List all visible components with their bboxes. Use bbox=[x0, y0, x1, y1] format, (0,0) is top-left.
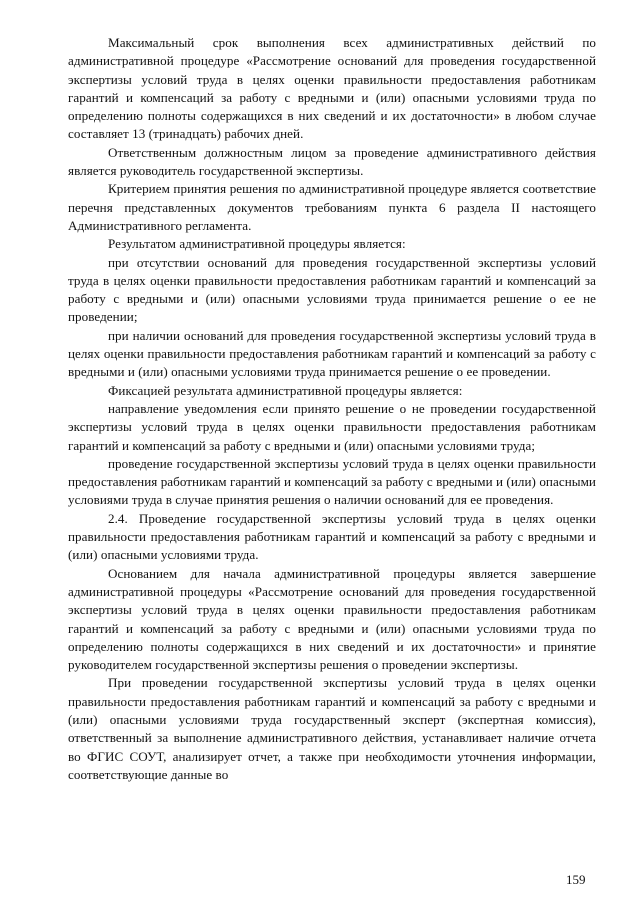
paragraph-result-grounds: при наличии оснований для проведения государственной экспертизы условий труда в целях оценки правильности предоставления работникам гарантий и компенсаций за работу с вредными и (или) опасными условиями труда принимается решение о ее проведении. bbox=[68, 327, 596, 380]
paragraph-result-no-grounds: при отсутствии оснований для проведения государственной экспертизы условий труда в целях оценки правильности предоставления работникам гарантий и компенсаций за работу с вредными и (или) опасными условиями труда принимается решение о ее не проведении; bbox=[68, 254, 596, 325]
page-number: 159 bbox=[566, 872, 586, 887]
paragraph-result-intro: Результатом административной процедуры является: bbox=[108, 236, 406, 252]
paragraph-fixation-notice: направление уведомления если принято решение о не проведении государственной экспертизы условий труда в целях оценки правильности предоставления работникам гарантий и компенсаций за работу с вредными и (или) опасными условиями труда; bbox=[68, 400, 596, 453]
paragraph-expert-actions: При проведении государственной экспертизы условий труда в целях оценки правильности предоставления работникам гарантий и компенсаций за работу с вредными и (или) опасными условиями труда государственный эксперт (экспертная комиссия), ответственный за выполнение административного действия, устанавливает наличие отчета во ФГИС СОУТ, анализирует отчет, а также при необходимости уточнения информации, соответствующие данные во bbox=[68, 675, 596, 782]
paragraph-fixation-conduct: проведение государственной экспертизы условий труда в целях оценки правильности предоставления работникам гарантий и компенсаций за работу с вредными и (или) опасными условиями труда в случае принятия решения о наличии оснований для ее проведения. bbox=[68, 455, 596, 508]
paragraph-basis: Основанием для начала административной процедуры является завершение административной процедуры «Рассмотрение оснований для проведения государственной экспертизы условий труда в целях оценки правильности предоставления работникам гарантий и компенсаций за работу с вредными и (или) опасными условиями труда по определению полноты содержащихся в них сведений и их достаточности» и принятие руководителем государственной экспертизы решения о проведении экспертизы. bbox=[68, 565, 596, 673]
paragraph-fixation-intro: Фиксацией результата административной процедуры является: bbox=[108, 382, 463, 398]
paragraph-decision-criterion: Критерием принятия решения по административной процедуре является соответствие перечня представленных документов требованиям пункта 6 раздела II настоящего Административного регламента. bbox=[68, 181, 596, 233]
paragraph-max-term: Максимальный срок выполнения всех административных действий по административной процедуре «Рассмотрение оснований для проведения государственной экспертизы условий труда в целях оценки правильности предоставления работникам гарантий и компенсаций за работу с вредными и (или) опасными условиями труда по определению полноты содержащихся в них сведений и их достаточности» в любом случае составляет 13 (тринадцать) рабочих дней. bbox=[68, 35, 596, 142]
section-heading-2-4: 2.4. Проведение государственной экспертизы условий труда в целях оценки правильности предоставления работникам гарантий и компенсаций за работу с вредными и (или) опасными условиями труда. bbox=[68, 510, 596, 563]
document-body bbox=[68, 34, 596, 784]
paragraph-responsible-person: Ответственным должностным лицом за проведение административного действия является руководитель государственной экспертизы. bbox=[68, 144, 596, 179]
